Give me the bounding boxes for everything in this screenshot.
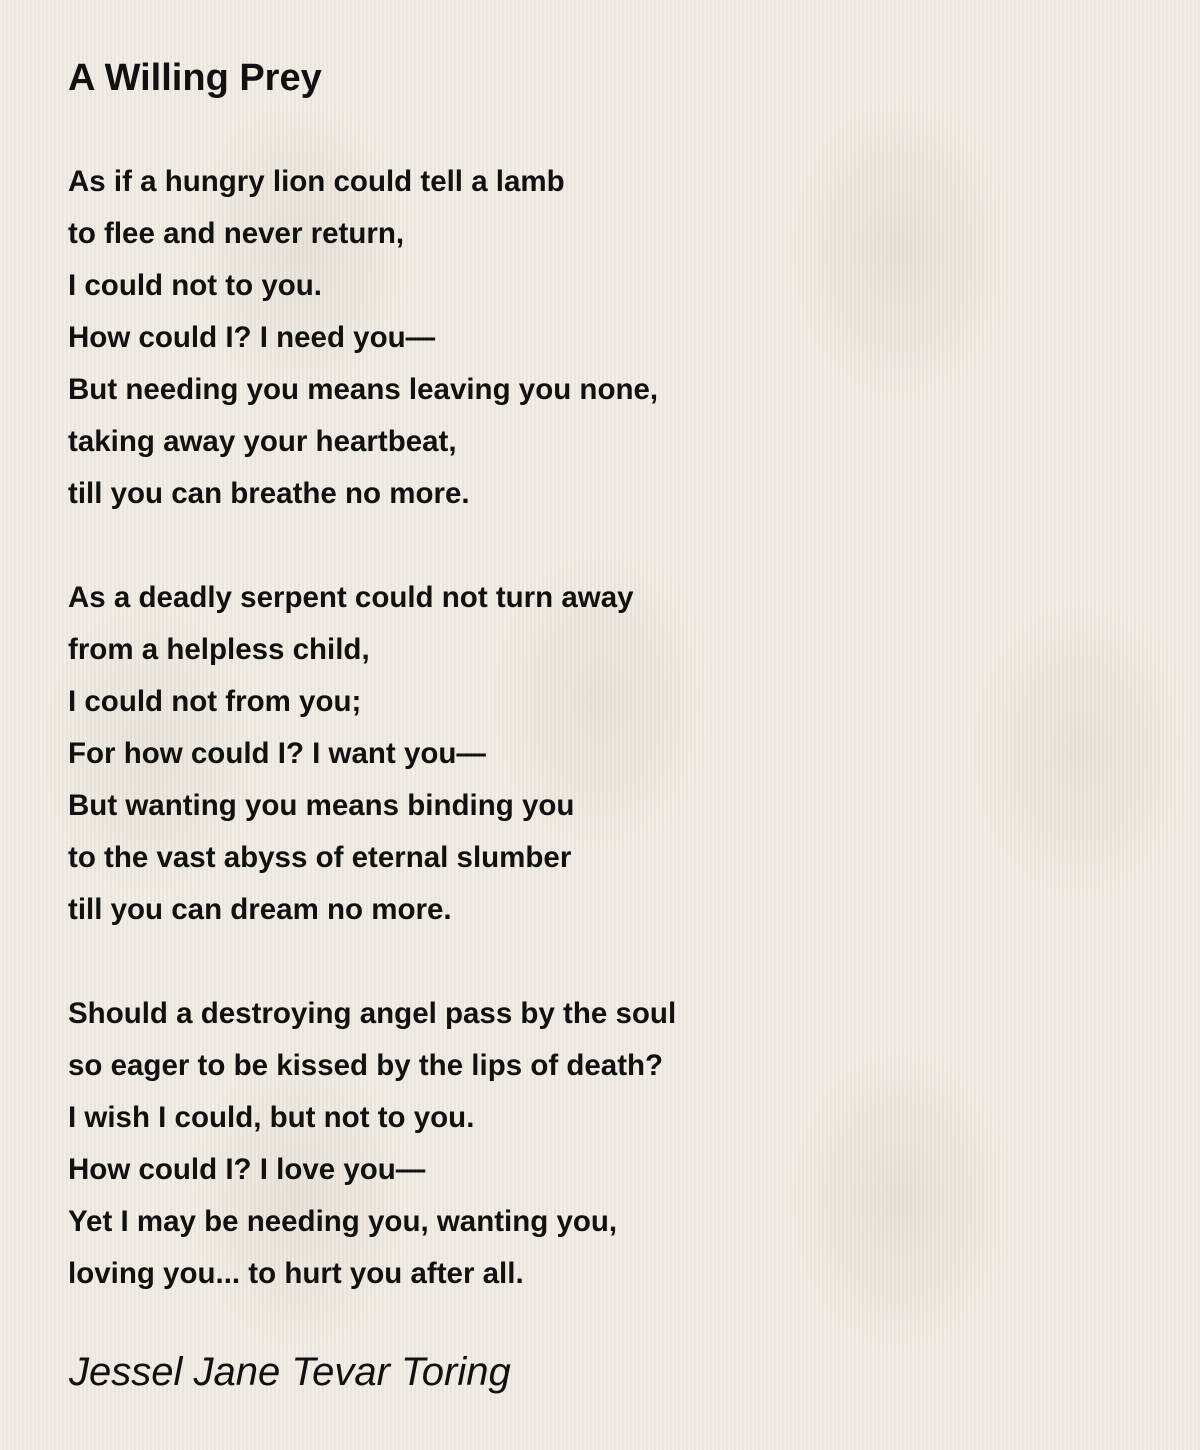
poem-line: Should a destroying angel pass by the soul [68,997,677,1030]
poem-line: How could I? I love you— [68,1153,426,1186]
poem-line: till you can breathe no more. [68,477,470,510]
poem-line: to flee and never return, [68,217,405,250]
poem-line: How could I? I need you— [68,321,436,354]
poem-line: so eager to be kissed by the lips of death? [68,1049,664,1082]
poem-title: A Willing Prey [68,57,322,99]
poem-line: Yet I may be needing you, wanting you, [68,1205,618,1238]
poem-line: For how could I? I want you— [68,737,486,770]
poem-line: loving you... to hurt you after all. [68,1257,524,1290]
stanza-2 [68,572,1148,936]
poem-line: I could not from you; [68,685,362,718]
poem-line: As if a hungry lion could tell a lamb [68,165,565,198]
stanza-1 [68,156,1148,520]
poem-page [68,52,1148,1394]
poem-line: But wanting you means binding you [68,789,575,822]
poem-line: I could not to you. [68,269,322,302]
poem-author: Jessel Jane Tevar Toring [69,1350,511,1394]
poem-line: till you can dream no more. [68,893,452,926]
poem-line: As a deadly serpent could not turn away [68,581,634,614]
poem-line: from a helpless child, [68,633,370,666]
poem-line: taking away your heartbeat, [68,425,457,458]
poem-line: I wish I could, but not to you. [68,1101,475,1134]
poem-line: to the vast abyss of eternal slumber [68,841,572,874]
poem-line: But needing you means leaving you none, [68,373,659,406]
stanza-3 [68,988,1148,1300]
